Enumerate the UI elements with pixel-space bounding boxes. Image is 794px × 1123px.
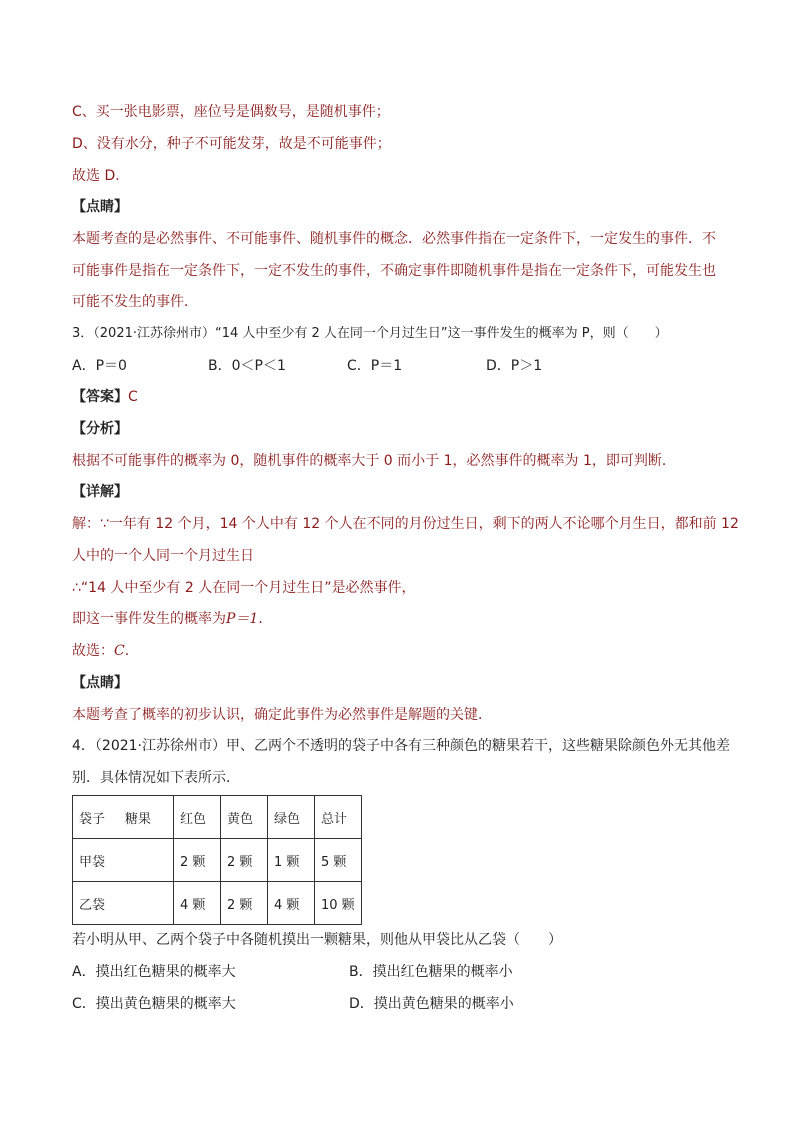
header-candy: 糖果	[125, 811, 152, 827]
q4-stem: 4．（2021·江苏徐州市）甲、乙两个不透明的袋子中各有三种颜色的糖果若干，这些糖果除颜色外无其他差	[72, 738, 730, 754]
q3-option-a: A．P＝0	[72, 358, 127, 374]
header-bag: 袋子	[79, 811, 106, 827]
table-cell: 4 颗	[174, 882, 221, 925]
answer-value: C	[128, 389, 138, 405]
table-cell: 10 颗	[315, 882, 362, 925]
table-header-cell: 总计	[315, 796, 362, 839]
detail-line: 解：∵一年有 12 个月，14 个人中有 12 个人在不同的月份过生日，剩下的两人不论哪个月生日，都和前 12	[72, 516, 739, 532]
dianjing-line: 本题考查的是必然事件、不可能事件、随机事件的概念．必然事件指在一定条件下，一定发生的事件．不	[72, 231, 716, 247]
dianjing-heading: 【点睛】	[72, 199, 128, 215]
detail-text: ．	[258, 611, 273, 627]
detail-text: ．	[124, 643, 139, 659]
table-row-label: 乙袋	[73, 882, 174, 925]
detail-line	[72, 641, 139, 661]
table-cell: 2 颗	[221, 839, 268, 882]
analysis-heading: 【分析】	[72, 421, 128, 437]
q4-option-b: B．摸出红色糖果的概率小	[349, 964, 513, 980]
table-header-cell: 绿色	[268, 796, 315, 839]
table-cell: 5 颗	[315, 839, 362, 882]
table-row	[73, 882, 362, 925]
dianjing-line: 可能事件是指在一定条件下，一定不发生的事件，不确定事件即随机事件是指在一定条件下，可能发生也	[72, 263, 716, 279]
dianjing-text: 本题考查了概率的初步认识，确定此事件为必然事件是解题的关键．	[72, 707, 492, 723]
q3-option-b: B．0＜P＜1	[208, 358, 286, 374]
solution-choose: 故选 D．	[72, 168, 130, 184]
answer-line	[72, 387, 138, 407]
detail-heading: 【详解】	[72, 484, 128, 500]
dianjing-heading: 【点睛】	[72, 675, 128, 691]
q4-option-c: C．摸出黄色糖果的概率大	[72, 996, 236, 1012]
q4-stem: 别．具体情况如下表所示．	[72, 770, 240, 786]
table-cell: 2 颗	[221, 882, 268, 925]
solution-line-d: D、没有水分，种子不可能发芽，故是不可能事件；	[72, 136, 391, 152]
detail-math: C	[114, 643, 125, 659]
answer-heading: 【答案】	[72, 389, 128, 405]
q3-option-d: D．P＞1	[486, 358, 543, 374]
q3-option-c: C．P＝1	[347, 358, 403, 374]
detail-line	[72, 609, 272, 629]
table-row-label: 甲袋	[73, 839, 174, 882]
q4-question: 若小明从甲、乙两个袋子中各随机摸出一颗糖果，则他从甲袋比从乙袋（ ）	[72, 932, 562, 948]
solution-line-c: C、买一张电影票，座位号是偶数号，是随机事件；	[72, 104, 390, 120]
table-cell: 1 颗	[268, 839, 315, 882]
table-cell: 4 颗	[268, 882, 315, 925]
table-corner-cell	[73, 796, 174, 839]
detail-line: ∴“14 人中至少有 2 人在同一个月过生日”是必然事件，	[72, 580, 416, 596]
analysis-text: 根据不可能事件的概率为 0，随机事件的概率大于 0 而小于 1，必然事件的概率为 1，即可判断．	[72, 453, 676, 469]
detail-line: 人中的一个人同一个月过生日	[72, 548, 254, 564]
table-header-row	[73, 796, 362, 839]
table-header-cell: 黄色	[221, 796, 268, 839]
candy-table	[72, 795, 362, 925]
q4-option-d: D．摸出黄色糖果的概率小	[349, 996, 514, 1012]
detail-text: 故选：	[72, 643, 114, 659]
detail-text: 即这一事件发生的概率为	[72, 611, 226, 627]
table-header-cell: 红色	[174, 796, 221, 839]
table-row	[73, 839, 362, 882]
table-cell: 2 颗	[174, 839, 221, 882]
q4-option-a: A．摸出红色糖果的概率大	[72, 964, 236, 980]
dianjing-line: 可能不发生的事件．	[72, 294, 198, 310]
q3-stem: 3．（2021·江苏徐州市）“14 人中至少有 2 人在同一个月过生日”这一事件发生的概率为 P，则（ ）	[72, 326, 668, 341]
detail-math: P＝1	[226, 611, 259, 627]
